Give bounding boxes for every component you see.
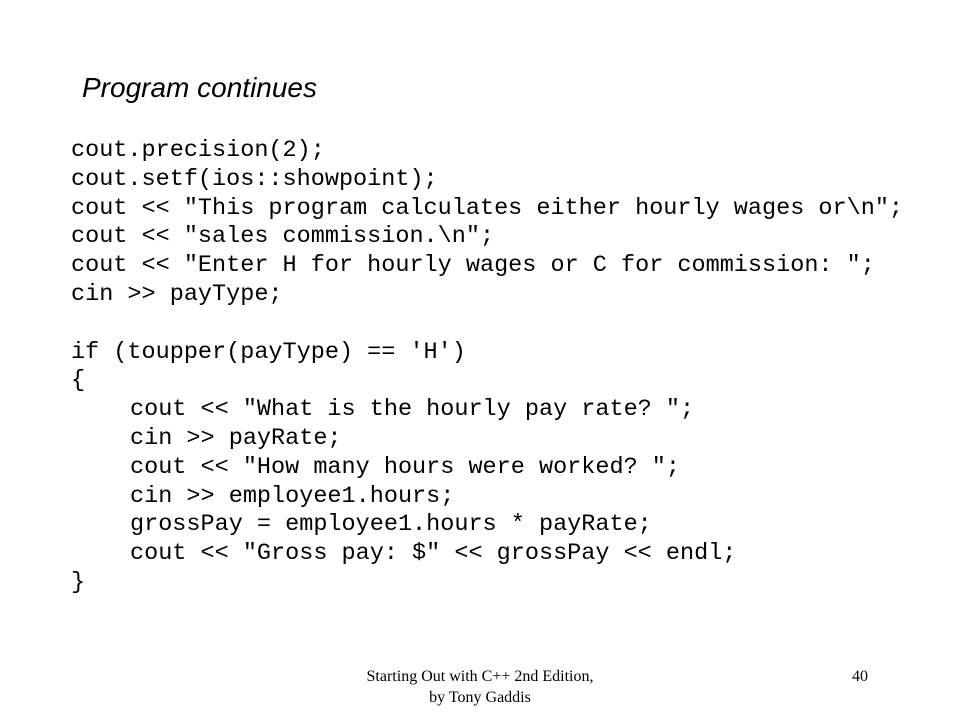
footer-author: by Tony Gaddis xyxy=(429,689,531,706)
code-line-open-brace: { xyxy=(71,367,86,395)
code-line-indented: cout << "Gross pay: $" << grossPay << endl; xyxy=(130,540,737,568)
code-line-indented: grossPay = employee1.hours * payRate; xyxy=(130,511,652,539)
code-line-indented: cout << "What is the hourly pay rate? "; xyxy=(130,396,695,424)
page-number: 40 xyxy=(852,668,868,685)
code-line: if (toupper(payType) == 'H') xyxy=(71,338,466,366)
code-line-blank xyxy=(71,310,903,339)
code-line: cout.setf(ios::showpoint); xyxy=(71,165,438,193)
slide-footer xyxy=(330,666,630,708)
code-line: cout << "sales commission.\n"; xyxy=(71,223,495,251)
code-line: cin >> payType; xyxy=(71,280,283,308)
code-line-indented: cout << "How many hours were worked? "; xyxy=(130,453,680,481)
code-line-close-brace: } xyxy=(71,568,86,596)
code-line: cout << "Enter H for hourly wages or C for commission: "; xyxy=(71,252,875,280)
slide-title: Program continues xyxy=(82,72,318,103)
code-line: cout.precision(2); xyxy=(71,137,325,164)
code-line: cout << "This program calculates either hourly wages or\n"; xyxy=(71,194,904,222)
code-line-indented: cin >> payRate; xyxy=(130,424,342,452)
code-block xyxy=(71,137,903,598)
code-line-indented: cin >> employee1.hours; xyxy=(130,482,455,510)
footer-book-title: Starting Out with C++ 2nd Edition, xyxy=(366,668,594,685)
